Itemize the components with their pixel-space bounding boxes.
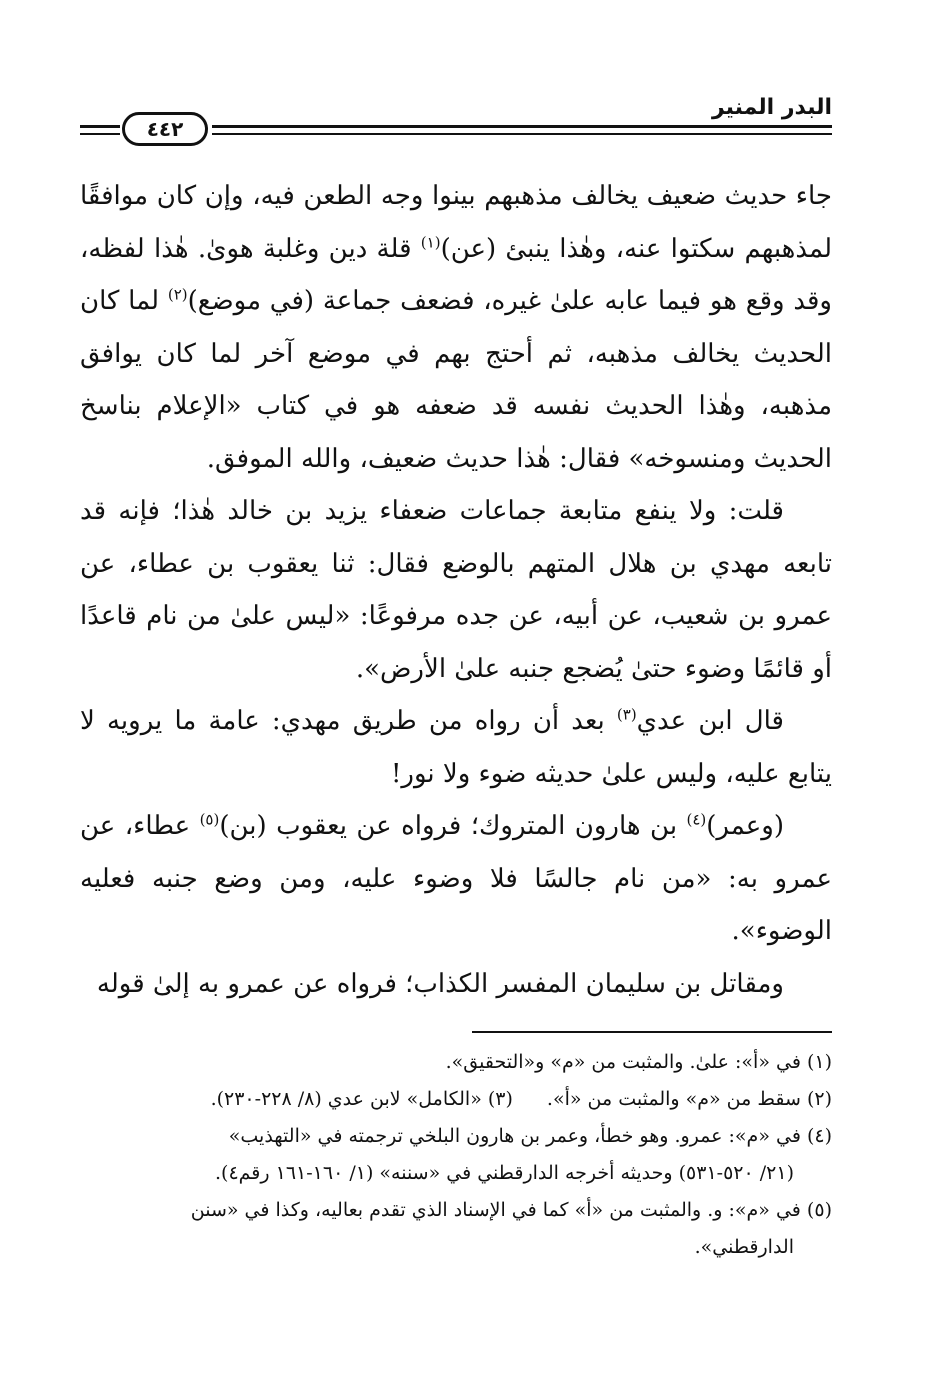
text-run: بن هارون المتروك؛ فرواه عن يعقوب (بن) <box>219 811 687 841</box>
text-run: قلة دين وغلبة هوىٰ. هٰذا لفظه، وقد وقع هو فيما عابه علىٰ غيره، فضعف جماعة (في موضع) <box>80 233 832 316</box>
header-rule <box>80 133 120 135</box>
header-rule <box>80 125 120 128</box>
footnote: (٤) في «م»: عمرو. وهو خطأ، وعمر بن هارون البلخي ترجمته في «التهذيب» <box>228 1125 832 1147</box>
footnote-ref: (١) <box>420 232 441 251</box>
footnote-separator <box>472 1031 832 1033</box>
page-number: ٤٤٢ <box>122 112 208 146</box>
text-run: بعد أن رواه من طريق مهدي: عامة ما يرويه لا يتابع عليه، وليس علىٰ حديثه ضوء ولا نور! <box>80 706 832 789</box>
footnote: (١) في «أ»: علىٰ. والمثبت من «م» و«التحقيق». <box>445 1051 832 1073</box>
paragraph: قلت: ولا ينفع متابعة جماعات ضعفاء يزيد بن خالد هٰذا؛ فإنه قد تابعه مهدي بن هلال المتهم بالوضع فقال: ثنا يعقوب بن عطاء، عن عمرو بن شعيب، عن أبيه، عن جده مرفوعًا: «ليس علىٰ من نام قاعدًا أو قائمًا وضوء حتىٰ يُضجع جنبه علىٰ الأرض». <box>80 496 832 684</box>
footnote-ref: (٣) <box>616 705 637 724</box>
text-run: قال ابن عدي <box>636 706 784 736</box>
text-run: عطاء، عن عمرو به: «من نام جالسًا فلا وضوء عليه، ومن وضع جنبه فعليه الوضوء». <box>80 811 832 946</box>
page-header <box>80 92 832 152</box>
footnote-continuation: (٢١/ ٥٢٠-٥٣١) وحديثه أخرجه الدارقطني في «سننه» (١/ ١٦٠-١٦١ رقم٤). <box>214 1162 794 1184</box>
header-rule <box>212 133 832 135</box>
footnotes <box>80 1044 832 1266</box>
footnote-continuation: الدارقطني». <box>694 1236 794 1258</box>
footnote: (٣) «الكامل» لابن عدي (٨/ ٢٢٨-٢٣٠). <box>210 1088 513 1110</box>
footnote: (٢) سقط من «م» والمثبت من «أ». <box>546 1088 832 1110</box>
paragraph: ومقاتل بن سليمان المفسر الكذاب؛ فرواه عن عمرو به إلىٰ قوله <box>96 968 784 999</box>
footnote-ref: (٥) <box>199 810 220 829</box>
header-rule <box>212 125 832 128</box>
footnote-ref: (٤) <box>686 810 707 829</box>
paragraph <box>80 170 832 485</box>
footnote-row <box>80 1081 832 1118</box>
footnote-ref: (٢) <box>167 285 188 304</box>
footnote: (٥) في «م»: و. والمثبت من «أ» كما في الإسناد الذي تقدم بعاليه، وكذا في «سنن <box>190 1199 832 1221</box>
paragraph <box>80 695 832 800</box>
text-run: لما كان الحديث يخالف مذهبه، ثم أحتج بهم في موضع آخر لما كان يوافق مذهبه، وهٰذا الحديث نفسه قد ضعفه هو في كتاب «الإعلام بناسخ الحديث ومنسوخه» فقال: هٰذا حديث ضعيف، والله الموفق. <box>80 286 832 474</box>
text-run: (وعمر) <box>706 811 784 841</box>
running-title: البدر المنير <box>711 95 832 120</box>
text-run: جاء حديث ضعيف يخالف مذهبهم بينوا وجه الطعن فيه، وإن كان موافقًا لمذهبهم سكتوا عنه، وهٰذا ينبئ (عن) <box>80 181 833 264</box>
paragraph <box>80 800 832 958</box>
main-text <box>80 170 832 1010</box>
